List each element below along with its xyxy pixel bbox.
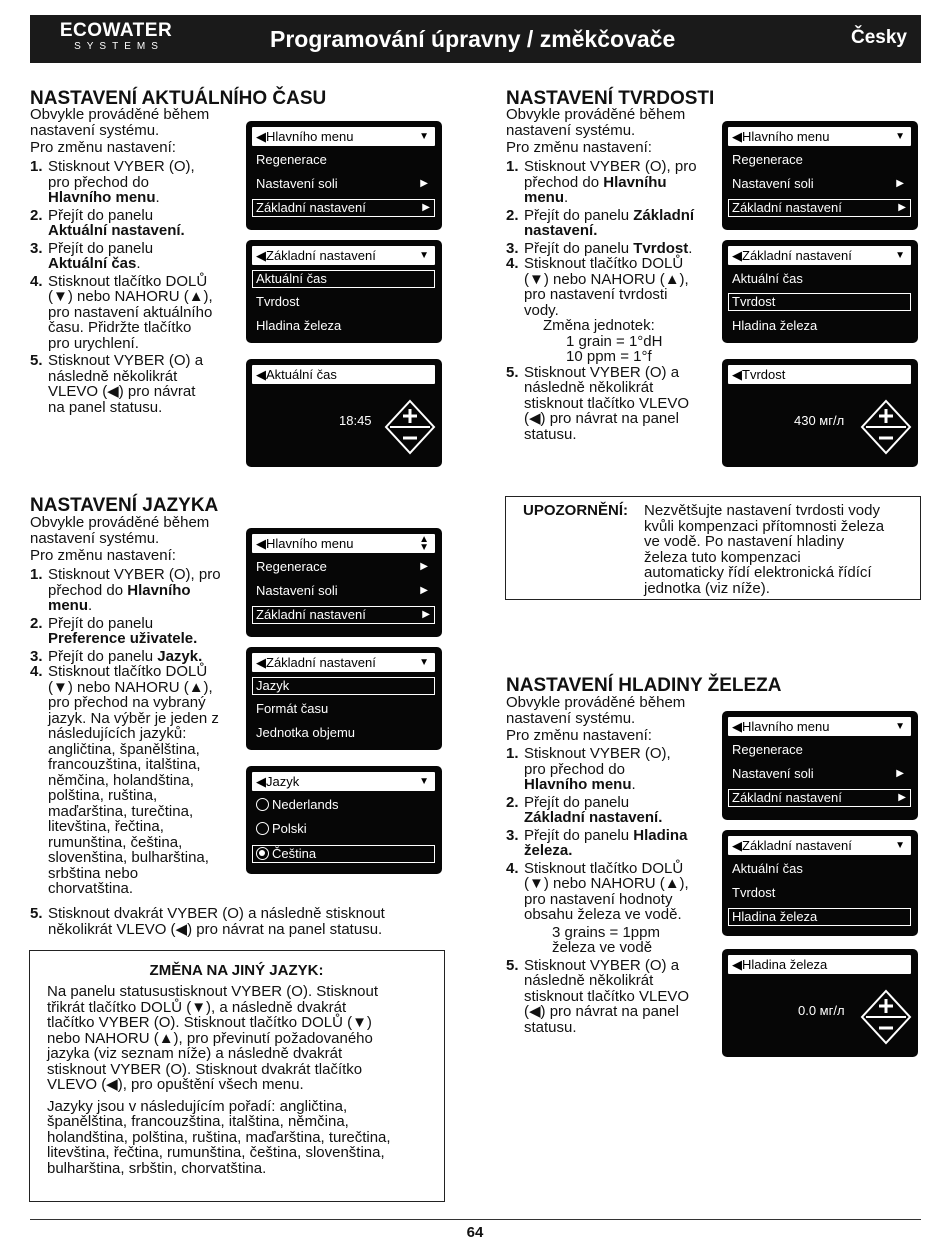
plus-minus-icon[interactable] bbox=[384, 399, 436, 455]
step-bold: Tvrdost bbox=[633, 239, 689, 257]
step-line: angličtina, španělština, bbox=[48, 740, 200, 758]
step-line: VLEVO (◀) pro návrat bbox=[48, 383, 196, 400]
screen-title-bar[interactable]: ◀Hlavního menu ▲ ▼ bbox=[252, 534, 435, 553]
step bbox=[506, 256, 721, 318]
step-line: Stisknout dvakrát VYBER (O) a následně stisknout bbox=[48, 905, 385, 922]
step-num: 5. bbox=[30, 905, 43, 922]
hardness-section-title: NASTAVENÍ TVRDOSTI bbox=[506, 88, 715, 109]
step-line: pro urychlení. bbox=[48, 334, 139, 352]
language-option-selected[interactable] bbox=[252, 845, 435, 863]
menu-item-selected[interactable] bbox=[728, 199, 911, 217]
step-num: 2. bbox=[506, 793, 519, 811]
intro-line: Obvykle prováděné během bbox=[30, 106, 210, 123]
step-num: 4. bbox=[506, 859, 519, 877]
iron-section-title: NASTAVENÍ HLADINY ŽELEZA bbox=[506, 675, 782, 696]
screen-title-bar[interactable]: ◀Hlavního menu ▼ bbox=[728, 717, 911, 736]
step-line: na panel statusu. bbox=[48, 398, 163, 416]
step-line: Přejít do panelu bbox=[524, 239, 630, 257]
menu-item-label: Základní nastavení bbox=[256, 607, 366, 622]
step-num: 1. bbox=[506, 745, 519, 762]
step-bold: Hlavníhu bbox=[603, 173, 667, 191]
step-line: (◀) pro návrat na panel bbox=[524, 1003, 679, 1020]
intro-line: Obvykle prováděné během bbox=[506, 106, 686, 123]
screen-title: Základní nastavení bbox=[742, 248, 852, 263]
down-icon: ▼ bbox=[419, 250, 429, 261]
menu-item[interactable]: Hladina železa bbox=[256, 318, 342, 333]
step: 1. Stisknout VYBER (O), pro přechod do Hlavního menu. bbox=[30, 567, 245, 614]
step-num: 2. bbox=[30, 206, 43, 224]
main-menu-screen bbox=[722, 711, 918, 820]
step-line: Přejít do panelu bbox=[524, 793, 630, 811]
intro-line: nastavení systému. bbox=[30, 529, 160, 547]
step-line: Stisknout tlačítko DOLŮ bbox=[524, 255, 684, 272]
language-option[interactable] bbox=[256, 796, 432, 814]
chevron-right-icon: ▶ bbox=[898, 202, 906, 213]
iron-steps bbox=[506, 746, 721, 1035]
logo-bottom: SYSTEMS bbox=[74, 41, 164, 52]
screen-title: Základní nastavení bbox=[266, 655, 376, 670]
menu-item-label: Nastavení soli bbox=[256, 583, 338, 598]
screen-title-bar[interactable]: ◀Základní nastavení ▼ bbox=[252, 653, 435, 672]
step-line: němčina, holandština, bbox=[48, 771, 194, 789]
basic-settings-screen bbox=[246, 240, 442, 343]
screen-title-bar[interactable]: ◀Tvrdost bbox=[728, 365, 911, 384]
step-line: následně několikrát bbox=[524, 379, 654, 396]
step: 1. Stisknout VYBER (O), pro přechod do Hlavního menu. bbox=[506, 746, 721, 793]
main-menu-screen bbox=[246, 121, 442, 230]
para-line: Na panelu statusustisknout VYBER (O). Stisknout bbox=[47, 983, 378, 1000]
intro-line: nastavení systému. bbox=[30, 121, 160, 139]
step-line: následně několikrát bbox=[524, 972, 654, 989]
iron-value: 0.0 мг/л bbox=[798, 1003, 845, 1018]
step-line: Stisknout VYBER (O) a bbox=[48, 352, 204, 369]
notice-line: železa tuto kompenzaci bbox=[644, 548, 801, 566]
step-line: Přejít do panelu bbox=[524, 206, 630, 224]
step-bold: Hlavního menu bbox=[524, 776, 632, 793]
intro-line: nastavení systému. bbox=[506, 121, 636, 139]
menu-item[interactable]: Regenerace bbox=[732, 742, 803, 757]
option-label: Nederlands bbox=[272, 797, 339, 812]
menu-item[interactable]: Formát času bbox=[256, 701, 329, 716]
menu-item-selected[interactable]: Hladina železa bbox=[728, 908, 911, 926]
step bbox=[506, 795, 721, 826]
menu-item-selected[interactable]: Aktuální čas bbox=[252, 270, 435, 288]
step-bold: Hladina bbox=[633, 826, 688, 844]
radio-icon bbox=[256, 798, 269, 811]
chevron-right-icon: ▶ bbox=[898, 792, 906, 803]
step-line: pro nastavení aktuálního bbox=[48, 303, 213, 321]
plus-minus-icon[interactable] bbox=[860, 989, 912, 1045]
step-line: Stisknout VYBER (O) a bbox=[524, 956, 680, 974]
step-line: stisknout tlačítko VLEVO bbox=[524, 987, 690, 1005]
hardness-steps bbox=[506, 159, 721, 442]
language-option[interactable] bbox=[256, 820, 432, 838]
menu-item[interactable] bbox=[256, 558, 432, 576]
step-line: chorvatština. bbox=[48, 880, 134, 897]
step-line: Stisknout tlačítko DOLŮ bbox=[524, 859, 684, 877]
step-line: pro nastavení hodnoty bbox=[524, 890, 673, 908]
step-line: přechod do bbox=[48, 581, 124, 599]
menu-item[interactable] bbox=[732, 175, 908, 193]
change-label: Pro změnu nastavení: bbox=[506, 727, 652, 744]
menu-item-label: Nastavení soli bbox=[732, 766, 814, 781]
down-icon: ▼ bbox=[419, 131, 429, 142]
step-line: pro přechod na vybraný bbox=[48, 694, 206, 711]
screen-title-bar[interactable]: ◀Aktuální čas bbox=[252, 365, 435, 384]
step bbox=[30, 208, 245, 239]
step bbox=[30, 664, 245, 897]
step bbox=[30, 353, 245, 415]
down-icon: ▼ bbox=[895, 250, 905, 261]
menu-item[interactable]: Hladina železa bbox=[732, 318, 818, 333]
screen-title-bar[interactable]: ◀Jazyk ▼ bbox=[252, 772, 435, 791]
change-language-box bbox=[29, 950, 445, 1202]
para-line: litevština, řečtina, rumunština, čeština, slovenština, bbox=[47, 1144, 385, 1161]
para-line: stisknout VYBER (O). Stisknout dvakrát tlačítko bbox=[47, 1060, 363, 1078]
hardness-value: 430 мг/л bbox=[794, 413, 845, 428]
menu-item[interactable]: Jednotka objemu bbox=[256, 725, 356, 740]
intro-line: Obvykle prováděné během bbox=[30, 514, 210, 531]
step bbox=[506, 861, 721, 923]
language-intro bbox=[30, 515, 209, 564]
ecowater-logo bbox=[56, 21, 176, 53]
step-line: několikrát VLEVO (◀) pro návrat na panel statusu. bbox=[48, 920, 383, 938]
para-line: španělština, francouzština, italština, němčina, bbox=[47, 1113, 349, 1130]
screen-title: Základní nastavení bbox=[742, 838, 852, 853]
menu-item-selected[interactable]: Tvrdost bbox=[728, 293, 911, 311]
down-icon: ▼ bbox=[895, 840, 905, 851]
step-line: vody. bbox=[524, 301, 559, 319]
step-bold: nastavení. bbox=[524, 222, 598, 239]
notice-line: automaticky řídí elektronická řídící bbox=[644, 564, 872, 581]
step-line: litevština, řečtina, bbox=[48, 818, 164, 835]
menu-item-label: Základní nastavení bbox=[256, 200, 366, 215]
screen-title: Aktuální čas bbox=[266, 367, 337, 382]
step-bold: Základní nastavení. bbox=[524, 809, 663, 826]
hardness-screen bbox=[722, 359, 918, 467]
para-line: Jazyky jsou v následujícím pořadí: angličtina, bbox=[47, 1097, 348, 1115]
notice-line: kvůli kompenzaci přítomnosti železa bbox=[644, 517, 885, 535]
step-bold: Hlavního bbox=[127, 581, 191, 599]
step-line: (▼) nebo NAHORU (▲), bbox=[524, 270, 689, 288]
step-num: 1. bbox=[506, 158, 519, 175]
step-line: Stisknout VYBER (O), pro bbox=[524, 158, 697, 175]
menu-item[interactable]: Aktuální čas bbox=[732, 861, 803, 876]
radio-icon bbox=[256, 822, 269, 835]
step-line: Přejít do panelu bbox=[524, 826, 630, 844]
change-label: Pro změnu nastavení: bbox=[30, 139, 176, 156]
step-bold: železa. bbox=[524, 842, 573, 859]
screen-title: Tvrdost bbox=[742, 367, 786, 382]
screen-title: Hlavního menu bbox=[266, 536, 354, 551]
time-steps bbox=[30, 159, 245, 415]
menu-item-label: Nastavení soli bbox=[256, 176, 338, 191]
step-bold: Aktuální nastavení. bbox=[48, 222, 185, 239]
step bbox=[30, 616, 245, 647]
step-num: 4. bbox=[506, 255, 519, 272]
chevron-right-icon: ▶ bbox=[420, 178, 428, 189]
step-line: srbština nebo bbox=[48, 864, 139, 882]
change-label: Pro změnu nastavení: bbox=[30, 547, 176, 564]
step-line: rumunština, čeština, bbox=[48, 833, 183, 851]
option-label: Čeština bbox=[272, 846, 317, 861]
step-num: 5. bbox=[506, 956, 519, 974]
plus-minus-icon[interactable] bbox=[860, 399, 912, 455]
step-line: statusu. bbox=[524, 425, 577, 443]
menu-item-selected[interactable] bbox=[252, 606, 435, 624]
chevron-right-icon: ▶ bbox=[422, 202, 430, 213]
chevron-right-icon: ▶ bbox=[420, 585, 428, 596]
language-step5 bbox=[30, 906, 450, 937]
down-icon: ▼ bbox=[895, 721, 905, 732]
current-time-screen bbox=[246, 359, 442, 467]
step bbox=[506, 365, 721, 443]
option-label: Polski bbox=[272, 821, 307, 836]
step-num: 4. bbox=[30, 272, 43, 290]
step: 3. Přejít do panelu Tvrdost. bbox=[506, 239, 693, 257]
time-section-title: NASTAVENÍ AKTUÁLNÍHO ČASU bbox=[30, 88, 327, 109]
step-line: . bbox=[155, 189, 160, 206]
screen-title-bar[interactable]: ◀Hladina železa bbox=[728, 955, 911, 974]
step bbox=[506, 828, 721, 859]
step-line: francouzština, italština, bbox=[48, 756, 201, 773]
step-line: Stisknout tlačítko DOLŮ bbox=[48, 272, 208, 290]
notice-text bbox=[644, 503, 884, 596]
step-num: 4. bbox=[30, 663, 43, 680]
menu-item[interactable] bbox=[256, 582, 432, 600]
step-line: . bbox=[136, 255, 141, 272]
logo-top: ECOWATER bbox=[59, 20, 173, 41]
step-line: statusu. bbox=[524, 1018, 577, 1036]
language-section-title: NASTAVENÍ JAZYKA bbox=[30, 495, 219, 516]
time-value: 18:45 bbox=[339, 413, 372, 428]
step-line: slovenština, bulharština, bbox=[48, 849, 209, 866]
step bbox=[30, 906, 450, 937]
screen-title-bar[interactable]: ◀Hlavního menu ▼ bbox=[728, 127, 911, 146]
step: 1. Stisknout VYBER (O), pro přechod do Hlavníhu menu. bbox=[506, 159, 721, 206]
step-line: pro nastavení tvrdosti bbox=[524, 286, 668, 303]
para-line: VLEVO (◀), pro opuštění všech menu. bbox=[47, 1076, 304, 1093]
step-num: 5. bbox=[30, 352, 43, 369]
step bbox=[30, 649, 245, 665]
step-line: času. Přidržte tlačítko bbox=[48, 319, 192, 336]
step-line: Stisknout VYBER (O), bbox=[48, 158, 195, 175]
step-line: Přejít do panelu bbox=[48, 647, 154, 665]
step-line: Přejít do panelu bbox=[48, 206, 154, 224]
step-num: 1. bbox=[30, 566, 43, 583]
menu-item[interactable] bbox=[732, 765, 908, 783]
units-line: Změna jednotek: bbox=[543, 317, 655, 334]
footer-divider bbox=[30, 1219, 921, 1220]
step-bold: Jazyk. bbox=[157, 647, 203, 665]
main-menu-screen bbox=[246, 528, 442, 637]
para-line: třikrát tlačítko DOLŮ (▼), a následně dvakrát bbox=[47, 998, 347, 1016]
main-menu-screen bbox=[722, 121, 918, 230]
screen-title: Hlavního menu bbox=[266, 129, 354, 144]
menu-item-label: Základní nastavení bbox=[732, 790, 842, 805]
menu-item-selected[interactable] bbox=[728, 789, 911, 807]
screen-title: Hlavního menu bbox=[742, 719, 830, 734]
step-num: 2. bbox=[506, 206, 519, 224]
notice-line: ve vodě. Po nastavení hladiny bbox=[644, 533, 845, 550]
step-line: následně několikrát bbox=[48, 367, 178, 385]
page-title: Programování úpravny / změkčovače bbox=[270, 26, 676, 52]
lang-basic-settings-screen bbox=[246, 647, 442, 750]
menu-item-label: Základní nastavení bbox=[732, 200, 842, 215]
step-line: (▼) nebo NAHORU (▲), bbox=[48, 678, 213, 696]
para-line: tlačítko VYBER (O). Stisknout tlačítko DOLŮ (▼) bbox=[47, 1014, 372, 1031]
step-line: pro přechod do bbox=[524, 760, 625, 778]
conversion-line: železa ve vodě bbox=[552, 939, 653, 956]
step-line: maďarština, turečtina, bbox=[48, 802, 194, 820]
notice-line: jednotka (viz níže). bbox=[644, 579, 770, 597]
menu-item-selected[interactable] bbox=[252, 199, 435, 217]
para-line: bulharština, srbštin, chorvatština. bbox=[47, 1159, 267, 1177]
chevron-right-icon: ▶ bbox=[422, 609, 430, 620]
radio-selected-icon bbox=[256, 847, 269, 860]
chevron-right-icon: ▶ bbox=[420, 561, 428, 572]
step-line: následujících jazyků: bbox=[48, 725, 187, 742]
step-line: Stisknout VYBER (O) a bbox=[524, 363, 680, 381]
step bbox=[30, 274, 245, 352]
screen-title: Jazyk bbox=[266, 774, 300, 789]
step-num: 2. bbox=[30, 614, 43, 632]
up-down-icon: ▲ ▼ bbox=[419, 534, 429, 553]
step-line: obsahu železa ve vodě. bbox=[524, 906, 682, 923]
screen-title-bar[interactable]: ◀Základní nastavení ▼ bbox=[252, 246, 435, 265]
step-line: Stisknout VYBER (O), pro bbox=[48, 566, 221, 583]
step-line: Přejít do panelu bbox=[48, 614, 154, 632]
step-num: 3. bbox=[30, 239, 43, 257]
step-bold: Hlavního menu bbox=[48, 189, 156, 206]
step-bold: Základní bbox=[633, 206, 695, 224]
iron-intro bbox=[506, 695, 685, 744]
para-line: nebo NAHORU (▲), pro převinutí požadovaného bbox=[47, 1029, 373, 1047]
notice-box bbox=[505, 496, 921, 600]
units-line: 1 grain = 1°dH bbox=[566, 332, 663, 350]
para-line: holandština, polština, ruština, maďarština, turečtina, bbox=[47, 1128, 391, 1146]
page-header bbox=[30, 15, 921, 63]
conversion-line: 3 grains = 1ppm bbox=[552, 923, 660, 941]
screen-title: Hladina železa bbox=[742, 957, 828, 972]
intro-line: Obvykle prováděné během bbox=[506, 694, 686, 711]
language-steps bbox=[30, 567, 245, 897]
step-line: (◀) pro návrat na panel bbox=[524, 410, 679, 427]
step bbox=[506, 958, 721, 1036]
page-number: 64 bbox=[466, 1224, 484, 1241]
step-line: pro přechod do bbox=[48, 173, 149, 191]
screen-title-bar[interactable]: ◀Základní nastavení ▼ bbox=[728, 246, 911, 265]
menu-item[interactable]: Regenerace bbox=[732, 152, 803, 167]
screen-title-bar[interactable]: ◀Hlavního menu ▼ bbox=[252, 127, 435, 146]
step-line: Stisknout VYBER (O), bbox=[524, 745, 671, 762]
screen-title: Základní nastavení bbox=[266, 248, 376, 263]
basic-settings-screen bbox=[722, 240, 918, 343]
intro-line: nastavení systému. bbox=[506, 709, 636, 727]
down-icon: ▼ bbox=[419, 657, 429, 668]
hardness-intro bbox=[506, 107, 685, 156]
step bbox=[30, 159, 245, 206]
menu-item[interactable]: Aktuální čas bbox=[732, 271, 803, 286]
step-num: 3. bbox=[30, 647, 43, 665]
step-bold: menu bbox=[48, 597, 89, 614]
step-line: Stisknout tlačítko DOLŮ bbox=[48, 663, 208, 680]
step-line: (▼) nebo NAHORU (▲), bbox=[48, 288, 213, 305]
time-intro bbox=[30, 107, 209, 156]
units-line: 10 ppm = 1°f bbox=[566, 348, 652, 365]
step-num: 3. bbox=[506, 239, 519, 257]
para-line: jazyka (viz seznam níže) a následně dvakrát bbox=[47, 1045, 343, 1062]
menu-item[interactable] bbox=[256, 175, 432, 193]
menu-item-label: Regenerace bbox=[256, 559, 327, 574]
menu-item[interactable]: Tvrdost bbox=[256, 294, 300, 309]
down-icon: ▼ bbox=[895, 131, 905, 142]
step-line: (▼) nebo NAHORU (▲), bbox=[524, 875, 689, 892]
notice-line: Nezvětšujte nastavení tvrdosti vody bbox=[644, 502, 880, 519]
screen-title-bar[interactable]: ◀Základní nastavení ▼ bbox=[728, 836, 911, 855]
step-line: přechod do bbox=[524, 173, 600, 191]
chevron-right-icon: ▶ bbox=[896, 178, 904, 189]
step-bold: Preference uživatele. bbox=[48, 630, 198, 647]
step-bold: Aktuální čas bbox=[48, 255, 137, 272]
menu-item-selected[interactable]: Jazyk bbox=[252, 677, 435, 695]
step-num: 5. bbox=[506, 363, 519, 381]
change-label: Pro změnu nastavení: bbox=[506, 139, 652, 156]
menu-item[interactable]: Regenerace bbox=[256, 152, 327, 167]
language-label: Česky bbox=[851, 27, 907, 48]
iron-screen bbox=[722, 949, 918, 1057]
basic-settings-screen bbox=[722, 830, 918, 936]
step-num: 3. bbox=[506, 826, 519, 844]
screen-title: Hlavního menu bbox=[742, 129, 830, 144]
down-icon: ▼ bbox=[419, 776, 429, 787]
step-bold: menu bbox=[524, 189, 565, 206]
step-num: 1. bbox=[30, 158, 43, 175]
menu-item[interactable]: Tvrdost bbox=[732, 885, 776, 900]
language-screen bbox=[246, 766, 442, 874]
step-line: Přejít do panelu bbox=[48, 239, 154, 257]
step bbox=[30, 241, 245, 272]
chevron-right-icon: ▶ bbox=[896, 768, 904, 779]
step-line: stisknout tlačítko VLEVO bbox=[524, 394, 690, 412]
step bbox=[506, 208, 721, 239]
step-line: jazyk. Na výběr je jeden z bbox=[48, 709, 219, 727]
change-language-title: ZMĚNA NA JINÝ JAZYK: bbox=[149, 962, 324, 979]
notice-label: UPOZORNĚNÍ: bbox=[523, 502, 628, 519]
menu-item-label: Nastavení soli bbox=[732, 176, 814, 191]
step-line: polština, ruština, bbox=[48, 787, 158, 804]
change-language-text bbox=[47, 984, 391, 1176]
